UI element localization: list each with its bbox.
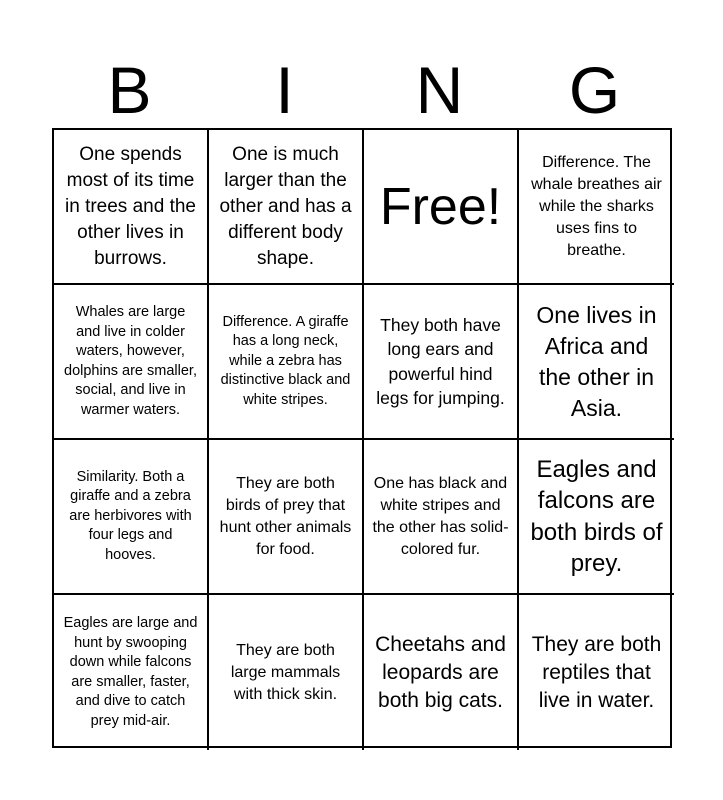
header-letter-g: G	[568, 53, 621, 127]
cell-text: They both have long ears and powerful hind legs for jumping.	[376, 314, 505, 408]
bingo-cell[interactable]	[209, 285, 364, 440]
cell-text: One spends most of its time in trees and the other lives in burrows.	[65, 143, 196, 269]
bingo-cell[interactable]	[54, 440, 209, 595]
header-letter-b: B	[107, 53, 152, 127]
bingo-cell[interactable]	[209, 130, 364, 285]
bingo-cell[interactable]	[209, 440, 364, 595]
bingo-cell[interactable]	[364, 595, 519, 750]
bingo-cell[interactable]	[364, 285, 519, 440]
cell-text: Eagles and falcons are both birds of prey.	[530, 455, 663, 577]
cell-text: One lives in Africa and the other in Asia.	[536, 301, 657, 421]
cell-text: Difference. The whale breathes air while the sharks uses fins to breathe.	[531, 153, 662, 259]
cell-text: Whales are large and live in colder waters, however, dolphins are smaller, social, and live in warmer waters.	[64, 304, 197, 418]
cell-text: Cheetahs and leopards are both big cats.	[375, 632, 506, 712]
bingo-card	[52, 128, 672, 748]
cell-text: One has black and white stripes and the other has solid-colored fur.	[372, 474, 509, 558]
cell-text: One is much larger than the other and has a different body shape.	[219, 143, 352, 269]
cell-text: Eagles are large and hunt by swooping down while falcons are smaller, faster, and dive to catch prey mid-air.	[63, 615, 198, 729]
cell-text: Similarity. Both a giraffe and a zebra are herbivores with four legs and hooves.	[69, 468, 192, 563]
bingo-cell[interactable]	[209, 595, 364, 750]
bingo-cell[interactable]	[364, 440, 519, 595]
header-letter-n: N	[415, 53, 464, 127]
bingo-cell[interactable]	[519, 130, 674, 285]
header-letter-i: I	[275, 53, 294, 127]
bingo-cell[interactable]	[519, 595, 674, 750]
cell-text: They are both large mammals with thick skin.	[230, 641, 341, 703]
bingo-cell[interactable]	[54, 595, 209, 750]
bingo-cell[interactable]	[54, 130, 209, 285]
free-space-label: Free!	[379, 177, 502, 236]
bingo-cell[interactable]	[519, 285, 674, 440]
bingo-header	[52, 52, 672, 128]
cell-text: They are both birds of prey that hunt other animals for food.	[219, 474, 352, 558]
bingo-cell[interactable]	[519, 440, 674, 595]
cell-text: Difference. A giraffe has a long neck, while a zebra has distinctive black and white stripes.	[220, 313, 351, 408]
cell-text: They are both reptiles that live in water.	[531, 632, 662, 712]
free-space[interactable]	[364, 130, 519, 285]
bingo-cell[interactable]	[54, 285, 209, 440]
